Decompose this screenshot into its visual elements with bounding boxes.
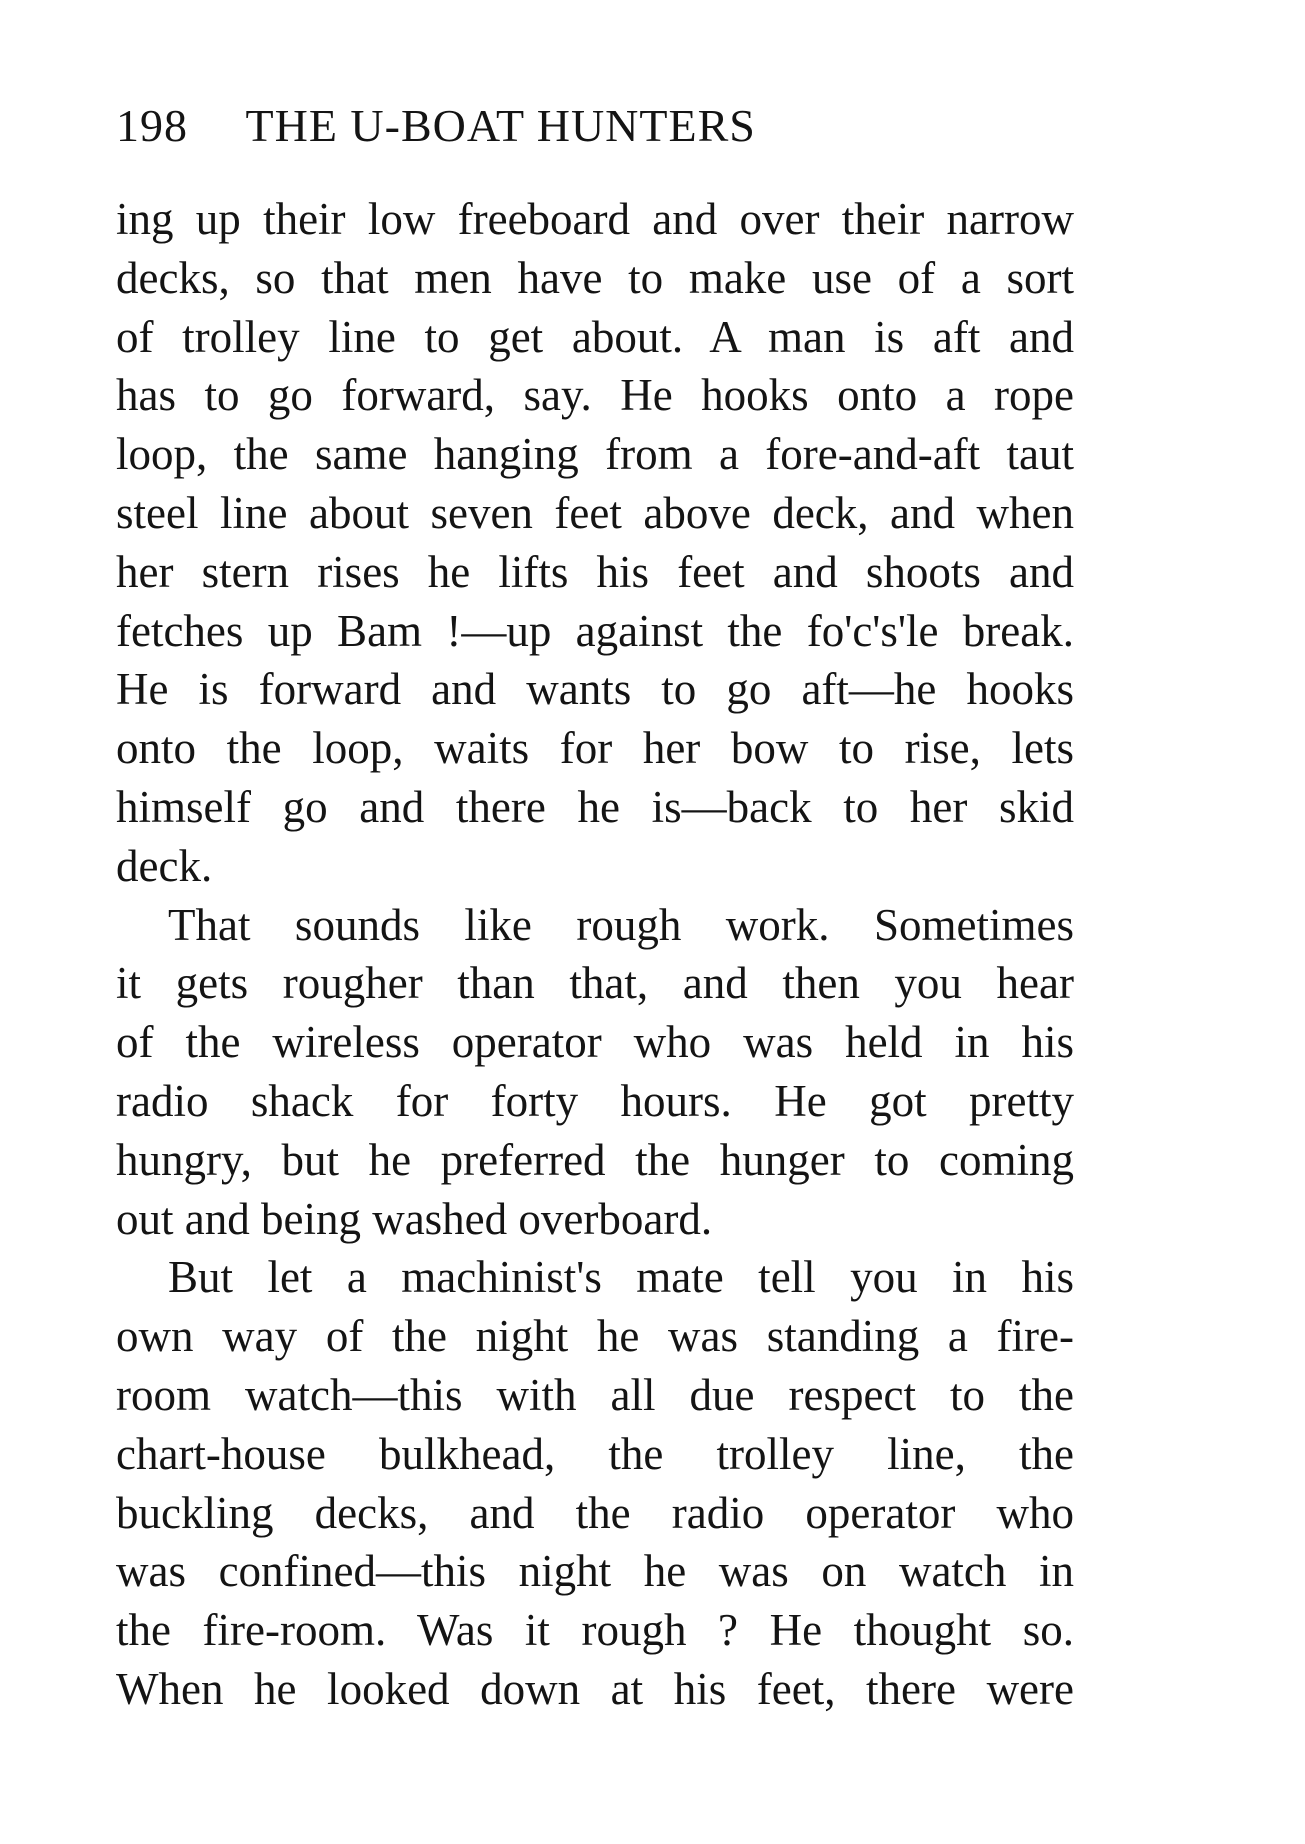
text-line: chart-house bulkhead, the trolley line, the xyxy=(116,1428,1074,1479)
text-line: it gets rougher than that, and then you hear xyxy=(116,958,1074,1009)
paragraph-first-line: But let a machinist's mate tell you in his xyxy=(168,1252,1074,1303)
text-line: out and being washed overboard. xyxy=(116,1193,713,1244)
text-line: deck. xyxy=(116,840,213,891)
running-head: THE U-BOAT HUNTERS xyxy=(245,100,756,151)
text-line: her stern rises he lifts his feet and shoots and xyxy=(116,546,1074,597)
text-line: loop, the same hanging from a fore-and-aft taut xyxy=(116,429,1074,480)
body-text xyxy=(116,190,1074,1719)
text-line: has to go forward, say. He hooks onto a rope xyxy=(116,370,1074,421)
text-line: decks, so that men have to make use of a sort xyxy=(116,252,1074,303)
text-line: of the wireless operator who was held in his xyxy=(116,1017,1074,1068)
text-line: He is forward and wants to go aft—he hooks xyxy=(116,664,1074,715)
text-line: the fire-room. Was it rough ? He thought so. xyxy=(116,1605,1074,1656)
text-line: onto the loop, waits for her bow to rise, lets xyxy=(116,723,1074,774)
text-line: hungry, but he preferred the hunger to coming xyxy=(116,1134,1074,1185)
page-number: 198 xyxy=(116,100,188,151)
paragraph-first-line: That sounds like rough work. Sometimes xyxy=(168,899,1074,950)
text-line: fetches up Bam !—up against the fo'c's'le break. xyxy=(116,605,1074,656)
text-line: ing up their low freeboard and over their narrow xyxy=(116,194,1074,244)
text-line: When he looked down at his feet, there were xyxy=(116,1663,1074,1714)
text-line: room watch—this with all due respect to the xyxy=(116,1369,1074,1420)
page-header xyxy=(116,96,1096,156)
text-line: radio shack for forty hours. He got pretty xyxy=(116,1075,1074,1126)
text-line: steel line about seven feet above deck, and when xyxy=(116,487,1074,538)
text-line: of trolley line to get about. A man is aft and xyxy=(116,311,1074,362)
text-line: himself go and there he is—back to her skid xyxy=(116,781,1074,832)
text-line: own way of the night he was standing a fire- xyxy=(116,1311,1074,1362)
text-line: buckling decks, and the radio operator who xyxy=(116,1487,1074,1538)
text-line: was confined—this night he was on watch in xyxy=(116,1546,1074,1597)
